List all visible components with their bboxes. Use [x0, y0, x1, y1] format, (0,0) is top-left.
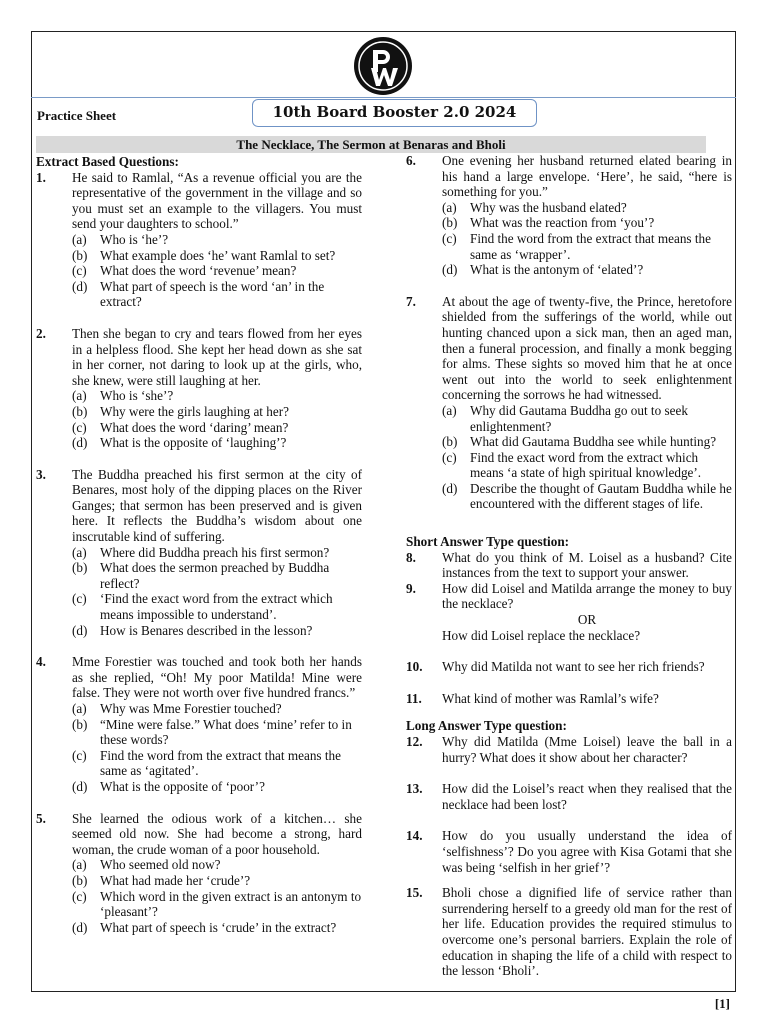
- sub-question-letter: (b): [72, 403, 88, 419]
- question-text: How did Loisel and Matilda arrange the money to buy the necklace?: [442, 580, 732, 612]
- question-text: Why did Matilda (Mme Loisel) leave the ball in a hurry? What does it show about her character?: [442, 734, 732, 765]
- sub-question: [442, 200, 732, 216]
- sub-question-text: Who is ‘he’?: [100, 231, 169, 247]
- sub-question-letter: (c): [72, 888, 87, 904]
- question-11: [406, 691, 732, 707]
- practice-sheet-label: Practice Sheet: [37, 108, 117, 123]
- sub-question-text: ‘Find the exact word from the extract which means impossible to understand’.: [100, 591, 333, 623]
- question-5: [36, 811, 362, 936]
- question-text: He said to Ramlal, “As a revenue official you are the representative of the government in the village and so you must set an example to the villagers. You must send your daughters to school.”: [72, 169, 362, 232]
- question-1: [36, 170, 362, 310]
- sub-question-letter: (a): [72, 544, 87, 560]
- question-text: How do you usually understand the idea of ‘selfishness’? Do you agree with Kisa Gotami that she was being ‘selfish in her grief’?: [442, 828, 732, 875]
- question-number: 11.: [406, 690, 422, 706]
- question-9: [406, 581, 732, 643]
- sub-question-letter: (c): [72, 747, 87, 763]
- question-10: [406, 659, 732, 675]
- sub-question-text: Who seemed old now?: [100, 857, 221, 873]
- pw-logo-icon: [353, 36, 413, 96]
- question-text: The Buddha preached his first sermon at the city of Benares, most holy of the dipping places on the River Ganges; that sermon has been preserved and is given here. It reflects the Buddha’s wisdom about one inscrutable kind of suffering.: [72, 466, 362, 545]
- sub-question: [72, 404, 362, 420]
- sub-question: [72, 779, 362, 795]
- sub-question-list: [442, 403, 732, 512]
- sub-question-letter: (a): [72, 231, 87, 247]
- sub-question-text: What does the word ‘revenue’ mean?: [100, 263, 297, 279]
- question-number: 7.: [406, 293, 416, 309]
- sub-question: [72, 889, 362, 920]
- sub-question-letter: (a): [72, 857, 87, 873]
- question-8: [406, 550, 732, 581]
- sub-question: [442, 231, 732, 262]
- sub-question: [72, 232, 362, 248]
- question-number: 3.: [36, 466, 46, 482]
- question-number: 15.: [406, 885, 423, 901]
- sub-question-text: What does the sermon preached by Buddha reflect?: [100, 560, 330, 591]
- question-6: [406, 153, 732, 278]
- sub-question-text: What is the opposite of ‘laughing’?: [100, 435, 287, 451]
- right-column: [406, 153, 732, 979]
- question-number: 6.: [406, 153, 416, 168]
- question-text: Then she began to cry and tears flowed from her eyes in a helpless flood. She kept her head down as she sat in her corner, not daring to look up at the girls, who, she knew, were still laughing at her.: [72, 325, 362, 388]
- sub-question-list: [72, 857, 362, 935]
- sub-question-letter: (a): [72, 701, 87, 716]
- left-column: [36, 154, 362, 935]
- or-divider: OR: [577, 612, 597, 628]
- question-text: Mme Forestier was touched and took both her hands as she replied, “Oh! My poor Matilda! Mine were false. They were not worth over five hundred francs.”: [72, 654, 362, 701]
- sub-question-letter: (d): [72, 919, 88, 935]
- sub-question-text: “Mine were false.” What does ‘mine’ refer to in these words?: [100, 716, 352, 748]
- sub-question: [442, 403, 732, 434]
- sub-question: [72, 920, 362, 936]
- question-text: She learned the odious work of a kitchen… she seemed old now. She had become a strong, hard woman, the crude woman of a poor household.: [72, 810, 362, 857]
- sub-question: [72, 701, 362, 717]
- sub-question-text: What is the antonym of ‘elated’?: [470, 262, 644, 278]
- sub-question-letter: (d): [442, 262, 458, 278]
- sub-question-letter: (c): [72, 591, 87, 607]
- question-4: [36, 654, 362, 794]
- sub-question: [442, 434, 732, 450]
- sub-question: [72, 545, 362, 561]
- question-7: [406, 294, 732, 512]
- question-number: 10.: [406, 659, 423, 675]
- question-number: 12.: [406, 734, 423, 749]
- sub-question-text: What part of speech is ‘crude’ in the extract?: [100, 919, 337, 935]
- sub-question-text: Where did Buddha preach his first sermon?: [100, 544, 330, 560]
- sub-question-letter: (d): [72, 778, 88, 794]
- question-text: At about the age of twenty-five, the Prince, heretofore shielded from the sufferings of the world, while out hunting chanced upon a sick man, then an aged man, then a funeral procession, and finally a monk begging for alms. These sights so moved him that he at once went out into the world to seek enlightenment concerning the sorrows he had witnessed.: [442, 293, 732, 403]
- sub-question-list: [72, 701, 362, 795]
- booster-title: 10th Board Booster 2.0 2024: [252, 99, 537, 127]
- question-text: One evening her husband returned elated bearing in his hand a large envelope. ‘Here’, he said, “here is something for you.”: [442, 153, 732, 200]
- sub-question-letter: (b): [442, 215, 458, 231]
- sub-question: [72, 388, 362, 404]
- topic-bar: The Necklace, The Sermon at Benaras and Bholi: [36, 136, 706, 153]
- sub-question-text: Why was Mme Forestier touched?: [100, 701, 282, 716]
- question-text: What do you think of M. Loisel as a husband? Cite instances from the text to support your answer.: [442, 549, 732, 581]
- sub-question-letter: (d): [442, 480, 458, 496]
- question-14: [406, 828, 732, 875]
- section-short: Short Answer Type question:: [406, 534, 570, 550]
- section-extract: Extract Based Questions:: [36, 154, 179, 169]
- question-number: 9.: [406, 580, 416, 596]
- sub-question-letter: (a): [72, 388, 87, 404]
- sub-question-text: Who is ‘she’?: [100, 388, 174, 404]
- sub-question-letter: (c): [442, 230, 457, 246]
- question-number: 2.: [36, 325, 46, 341]
- sub-question-list: [72, 232, 362, 310]
- sub-question: [72, 748, 362, 779]
- section-long: Long Answer Type question:: [406, 718, 567, 734]
- question-13: [406, 781, 732, 812]
- sub-question-text: What was the reaction from ‘you’?: [470, 215, 655, 231]
- sub-question: [72, 857, 362, 873]
- question-12: [406, 734, 732, 765]
- header-divider: [31, 97, 736, 98]
- sub-question-list: [442, 200, 732, 278]
- sub-question-text: What does the word ‘daring’ mean?: [100, 419, 289, 435]
- sub-question-text: How is Benares described in the lesson?: [100, 622, 313, 638]
- sub-question: [72, 591, 362, 622]
- sub-question: [72, 248, 362, 264]
- sub-question-text: Describe the thought of Gautam Buddha while he encountered with the different stages of life.: [470, 480, 732, 512]
- question-text: Bholi chose a dignified life of service rather than surrendering herself to a greedy old man for the rest of her life. Education provides the required stimulus to overcome one’s personal barriers. Explain the role of education in shaping the life of a child with respect to the lesson ‘Bholi’.: [442, 885, 732, 979]
- sub-question-letter: (d): [72, 622, 88, 638]
- sub-question-letter: (d): [72, 278, 88, 294]
- sub-question-letter: (b): [72, 560, 88, 576]
- sub-question: [72, 279, 362, 310]
- sub-question: [442, 215, 732, 231]
- question-text: How did the Loisel’s react when they realised that the necklace had been lost?: [442, 781, 732, 812]
- sub-question-letter: (a): [442, 402, 457, 418]
- question-number: 13.: [406, 781, 423, 797]
- sub-question-text: Find the word from the extract that means the same as ‘agitated’.: [100, 747, 341, 779]
- question-2: [36, 326, 362, 451]
- sub-question-text: What did Gautama Buddha see while hunting?: [470, 434, 717, 450]
- question-3: [36, 467, 362, 639]
- sub-question: [442, 481, 732, 512]
- sub-question-list: [72, 545, 362, 639]
- sub-question-text: Find the exact word from the extract which means ‘a state of high spiritual knowledge’.: [470, 449, 702, 481]
- sub-question: [72, 435, 362, 451]
- sub-question-text: What is the opposite of ‘poor’?: [100, 778, 265, 794]
- sub-question-letter: (b): [72, 247, 88, 263]
- question-number: 5.: [36, 810, 46, 826]
- sub-question-text: What part of speech is the word ‘an’ in the extract?: [100, 278, 325, 310]
- sub-question-letter: (d): [72, 435, 88, 451]
- sub-question: [442, 450, 732, 481]
- sub-question: [72, 717, 362, 748]
- sub-question-text: Why did Gautama Buddha go out to seek enlightenment?: [470, 402, 688, 434]
- question-number: 8.: [406, 549, 416, 565]
- sub-question: [72, 873, 362, 889]
- sub-question: [72, 623, 362, 639]
- sub-question-text: What example does ‘he’ want Ramlal to set?: [100, 247, 336, 263]
- question-15: [406, 885, 732, 979]
- sub-question-letter: (b): [72, 872, 88, 888]
- sub-question-letter: (b): [442, 434, 458, 450]
- alternate-question: How did Loisel replace the necklace?: [442, 627, 641, 643]
- sub-question: [72, 263, 362, 279]
- sub-question-text: Why was the husband elated?: [470, 199, 627, 215]
- sub-question-letter: (c): [442, 449, 457, 465]
- question-number: 1.: [36, 169, 46, 185]
- question-text: Why did Matilda not want to see her rich friends?: [442, 659, 705, 675]
- sub-question-list: [72, 388, 362, 450]
- page-number: [1]: [714, 996, 730, 1011]
- sub-question-text: Why were the girls laughing at her?: [100, 403, 289, 419]
- sub-question-letter: (c): [72, 263, 87, 279]
- sub-question-letter: (a): [442, 199, 457, 215]
- sub-question: [442, 262, 732, 278]
- sub-question-text: What had made her ‘crude’?: [100, 872, 251, 888]
- sub-question-text: Find the word from the extract that means the same as ‘wrapper’.: [470, 230, 711, 262]
- sub-question: [72, 420, 362, 436]
- question-number: 14.: [406, 828, 423, 844]
- sub-question-text: Which word in the given extract is an antonym to ‘pleasant’?: [100, 888, 362, 920]
- question-number: 4.: [36, 654, 46, 670]
- sub-question-letter: (b): [72, 716, 88, 732]
- question-text: What kind of mother was Ramlal’s wife?: [442, 690, 659, 706]
- sub-question: [72, 560, 362, 591]
- sub-question-letter: (c): [72, 419, 87, 435]
